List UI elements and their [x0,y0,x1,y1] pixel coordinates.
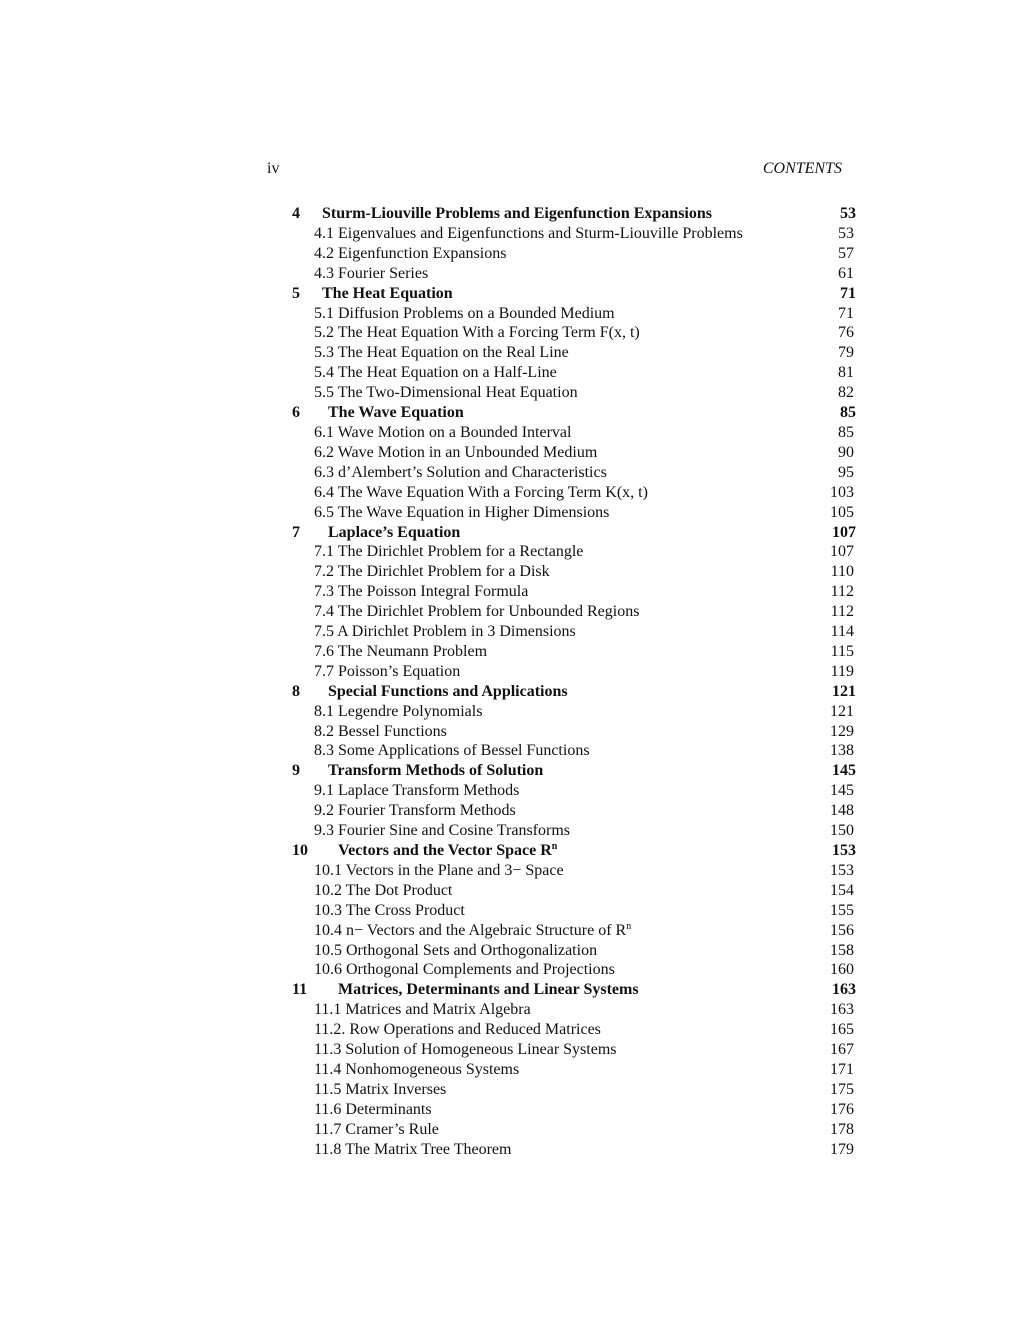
section-title-text: 6.2 Wave Motion in an Unbounded Medium [314,443,598,461]
section-title-text: 9.2 Fourier Transform Methods [314,802,516,820]
section-title [314,463,607,483]
toc-section-row [292,562,856,582]
toc-section-row [292,622,856,642]
running-title: CONTENTS [762,160,842,177]
section-title [314,323,640,343]
page-ref: 145 [832,762,856,780]
page-ref: 138 [830,742,854,760]
toc-section-row [292,483,856,503]
chapter-title-text: Special Functions and Applications [328,682,568,700]
toc-section-row [292,582,856,602]
section-title-text: 7.4 The Dirichlet Problem for Unbounded Regions [314,603,640,621]
section-title [314,821,570,841]
toc-section-row [292,264,856,284]
page-ref: 121 [832,682,856,700]
chapter-number: 5 [292,284,300,302]
toc-section-row [292,821,856,841]
chapter-number: 7 [292,523,300,541]
section-title [314,343,569,363]
chapter-number: 11 [292,981,308,999]
section-title-text: 7.5 A Dirichlet Problem in 3 Dimensions [314,623,576,641]
page-ref: 81 [838,364,854,382]
page-number: iv [267,160,280,177]
toc-section-row [292,921,856,941]
page-ref: 112 [830,603,854,621]
page-ref: 110 [830,563,854,581]
section-title [314,921,631,941]
page-ref: 53 [838,224,854,242]
page-ref: 145 [830,782,854,800]
section-title [314,642,487,662]
section-title-text: 4.3 Fourier Series [314,264,429,282]
section-title-text: 6.4 The Wave Equation With a Forcing Term K(x, t) [314,483,648,501]
toc-section-row [292,662,856,682]
toc-section-row [292,702,856,722]
toc-section-row [292,801,856,821]
section-title [314,722,447,742]
toc-section-row [292,901,856,921]
section-title-text: 11.1 Matrices and Matrix Algebra [314,1001,531,1019]
section-title [314,1000,531,1020]
page-ref: 163 [830,1001,854,1019]
toc-section-row [292,463,856,483]
page-ref: 57 [838,244,854,262]
section-title-text: 11.6 Determinants [314,1100,432,1118]
section-title-text: 8.3 Some Applications of Bessel Functions [314,742,590,760]
page-ref: 85 [840,404,856,422]
toc-section-row [292,1020,856,1040]
toc-section-row [292,363,856,383]
chapter-title [338,841,557,861]
page-ref: 71 [840,284,856,302]
toc-chapter-row [292,523,856,543]
page-ref: 163 [832,981,856,999]
section-title [314,1140,511,1160]
section-title [314,1120,439,1140]
toc-section-row [292,602,856,622]
section-title-text: 5.2 The Heat Equation With a Forcing Term F(x, t) [314,324,640,342]
section-title [314,363,557,383]
toc-section-row [292,304,856,324]
section-title [314,503,609,523]
superscript: n [626,920,632,932]
section-title-text: 8.2 Bessel Functions [314,722,447,740]
page-ref: 160 [830,961,854,979]
section-title-text: 11.8 The Matrix Tree Theorem [314,1140,512,1158]
section-title-text: 9.1 Laplace Transform Methods [314,782,520,800]
section-title-text: 9.3 Fourier Sine and Cosine Transforms [314,822,570,840]
section-title [314,1040,617,1060]
toc-section-row [292,224,856,244]
page-ref: 121 [830,702,854,720]
toc-section-row [292,423,856,443]
page-ref: 90 [838,443,854,461]
chapter-number: 8 [292,682,300,700]
toc-section-row [292,323,856,343]
page-ref: 105 [830,503,854,521]
section-title-text: 11.7 Cramer’s Rule [314,1120,439,1138]
section-title [314,1020,601,1040]
toc-chapter-row [292,284,856,304]
toc-section-row [292,741,856,761]
section-title [314,483,648,503]
toc-section-row [292,1080,856,1100]
toc-section-row [292,722,856,742]
page-ref: 107 [832,523,856,541]
page-ref: 61 [838,264,854,282]
page-ref: 153 [830,861,854,879]
page-ref: 167 [830,1041,854,1059]
toc-section-row [292,1140,856,1160]
section-title-text: 7.2 The Dirichlet Problem for a Disk [314,563,550,581]
chapter-number: 4 [292,205,300,222]
section-title [314,562,550,582]
section-title-text: 11.3 Solution of Homogeneous Linear Systems [314,1041,617,1059]
toc-chapter-row [292,841,856,861]
page-ref: 107 [830,543,854,561]
chapter-title-text: Vectors and the Vector Space R [338,842,552,859]
section-title-text: 5.5 The Two-Dimensional Heat Equation [314,384,578,402]
toc-chapter-row [292,761,856,781]
section-title [314,941,597,961]
chapter-title [338,980,639,1000]
page-ref: 95 [838,463,854,481]
section-title-text: 5.4 The Heat Equation on a Half-Line [314,364,557,382]
section-title [314,861,564,881]
chapter-title [328,761,543,781]
section-title [314,582,528,602]
section-title [314,622,576,642]
chapter-number: 9 [292,762,300,780]
toc-section-row [292,642,856,662]
section-title-text: 11.2. Row Operations and Reduced Matrices [314,1021,601,1039]
chapter-number: 10 [292,842,308,859]
page-ref: 176 [830,1100,854,1118]
superscript: n [551,841,558,852]
page-ref: 156 [830,921,854,939]
section-title-text: 5.1 Diffusion Problems on a Bounded Medium [314,304,615,322]
toc-section-row [292,244,856,264]
section-title [314,602,639,622]
page-ref: 179 [830,1140,854,1158]
section-title [314,1080,446,1100]
section-title [314,960,615,980]
page-ref: 165 [830,1021,854,1039]
page-ref: 158 [830,941,854,959]
section-title-text: 10.3 The Cross Product [314,901,465,919]
section-title-text: 6.3 d’Alembert’s Solution and Characteristics [314,463,607,481]
section-title [314,702,482,722]
page-ref: 171 [830,1060,854,1078]
section-title [314,542,583,562]
page-ref: 175 [830,1080,854,1098]
toc-section-row [292,383,856,403]
section-title [314,662,460,682]
toc-section-row [292,941,856,961]
toc-chapter-row [292,403,856,423]
page-ref: 148 [830,802,854,820]
toc-chapter-row [292,204,856,224]
section-title-text: 10.4 n− Vectors and the Algebraic Structure of R [314,921,627,939]
page-ref: 82 [838,384,854,402]
section-title-text: 7.1 The Dirichlet Problem for a Rectangle [314,543,584,561]
section-title-text: 10.2 The Dot Product [314,881,453,899]
section-title [314,881,452,901]
page-ref: 154 [830,881,854,899]
section-title [314,1060,519,1080]
toc-chapter-row [292,980,856,1000]
toc-section-row [292,1000,856,1020]
section-title [314,304,615,324]
section-title-text: 6.5 The Wave Equation in Higher Dimensions [314,503,610,521]
page-ref: 155 [830,901,854,919]
chapter-title-text: Sturm-Liouville Problems and Eigenfunction Expansions [322,205,712,222]
section-title [314,801,516,821]
page-ref: 119 [830,662,854,680]
chapter-title-text: Laplace’s Equation [328,523,461,541]
page-header [267,160,842,182]
page-ref: 178 [830,1120,854,1138]
page-ref: 85 [838,423,854,441]
chapter-title [322,204,712,224]
toc-section-row [292,1040,856,1060]
toc-section-row [292,781,856,801]
page-ref: 114 [830,623,854,641]
section-title [314,443,597,463]
page-ref: 53 [840,205,856,222]
page-ref: 115 [830,642,854,660]
table-of-contents [292,204,856,1160]
toc-section-row [292,1100,856,1120]
toc-section-row [292,542,856,562]
toc-section-row [292,881,856,901]
section-title [314,1100,432,1120]
page-ref: 112 [830,583,854,601]
chapter-title [328,682,568,702]
section-title [314,224,743,244]
toc-section-row [292,443,856,463]
section-title-text: 6.1 Wave Motion on a Bounded Interval [314,423,572,441]
section-title-text: 10.6 Orthogonal Complements and Projections [314,961,615,979]
toc-section-row [292,1120,856,1140]
section-title [314,901,465,921]
section-title-text: 11.4 Nonhomogeneous Systems [314,1060,520,1078]
page-ref: 150 [830,822,854,840]
toc-section-row [292,1060,856,1080]
chapter-title-text: Transform Methods of Solution [328,762,544,780]
section-title [314,423,571,443]
toc-section-row [292,960,856,980]
chapter-title [328,523,460,543]
section-title [314,741,590,761]
toc-chapter-row [292,682,856,702]
section-title [314,781,519,801]
toc-section-row [292,503,856,523]
page-ref: 79 [838,344,854,362]
chapter-title [328,403,464,423]
section-title-text: 7.6 The Neumann Problem [314,642,488,660]
toc-section-row [292,861,856,881]
section-title [314,383,578,403]
page-ref: 71 [838,304,854,322]
section-title-text: 5.3 The Heat Equation on the Real Line [314,344,569,362]
chapter-title-text: The Wave Equation [328,404,464,422]
section-title-text: 10.5 Orthogonal Sets and Orthogonalization [314,941,598,959]
section-title [314,244,506,264]
section-title-text: 4.1 Eigenvalues and Eigenfunctions and Sturm-Liouville Problems [314,224,743,242]
chapter-number: 6 [292,404,300,422]
chapter-title-text: The Heat Equation [322,284,453,302]
page-ref: 103 [830,483,854,501]
chapter-title-text: Matrices, Determinants and Linear Systems [338,981,639,999]
page-ref: 76 [838,324,854,342]
section-title-text: 4.2 Eigenfunction Expansions [314,244,507,262]
section-title-text: 8.1 Legendre Polynomials [314,702,483,720]
section-title-text: 7.3 The Poisson Integral Formula [314,583,529,601]
chapter-title [322,284,453,304]
section-title-text: 11.5 Matrix Inverses [314,1080,447,1098]
section-title-text: 7.7 Poisson’s Equation [314,662,461,680]
section-title [314,264,428,284]
section-title-text: 10.1 Vectors in the Plane and 3− Space [314,861,564,879]
page-ref: 129 [830,722,854,740]
page-ref: 153 [832,842,856,859]
toc-section-row [292,343,856,363]
